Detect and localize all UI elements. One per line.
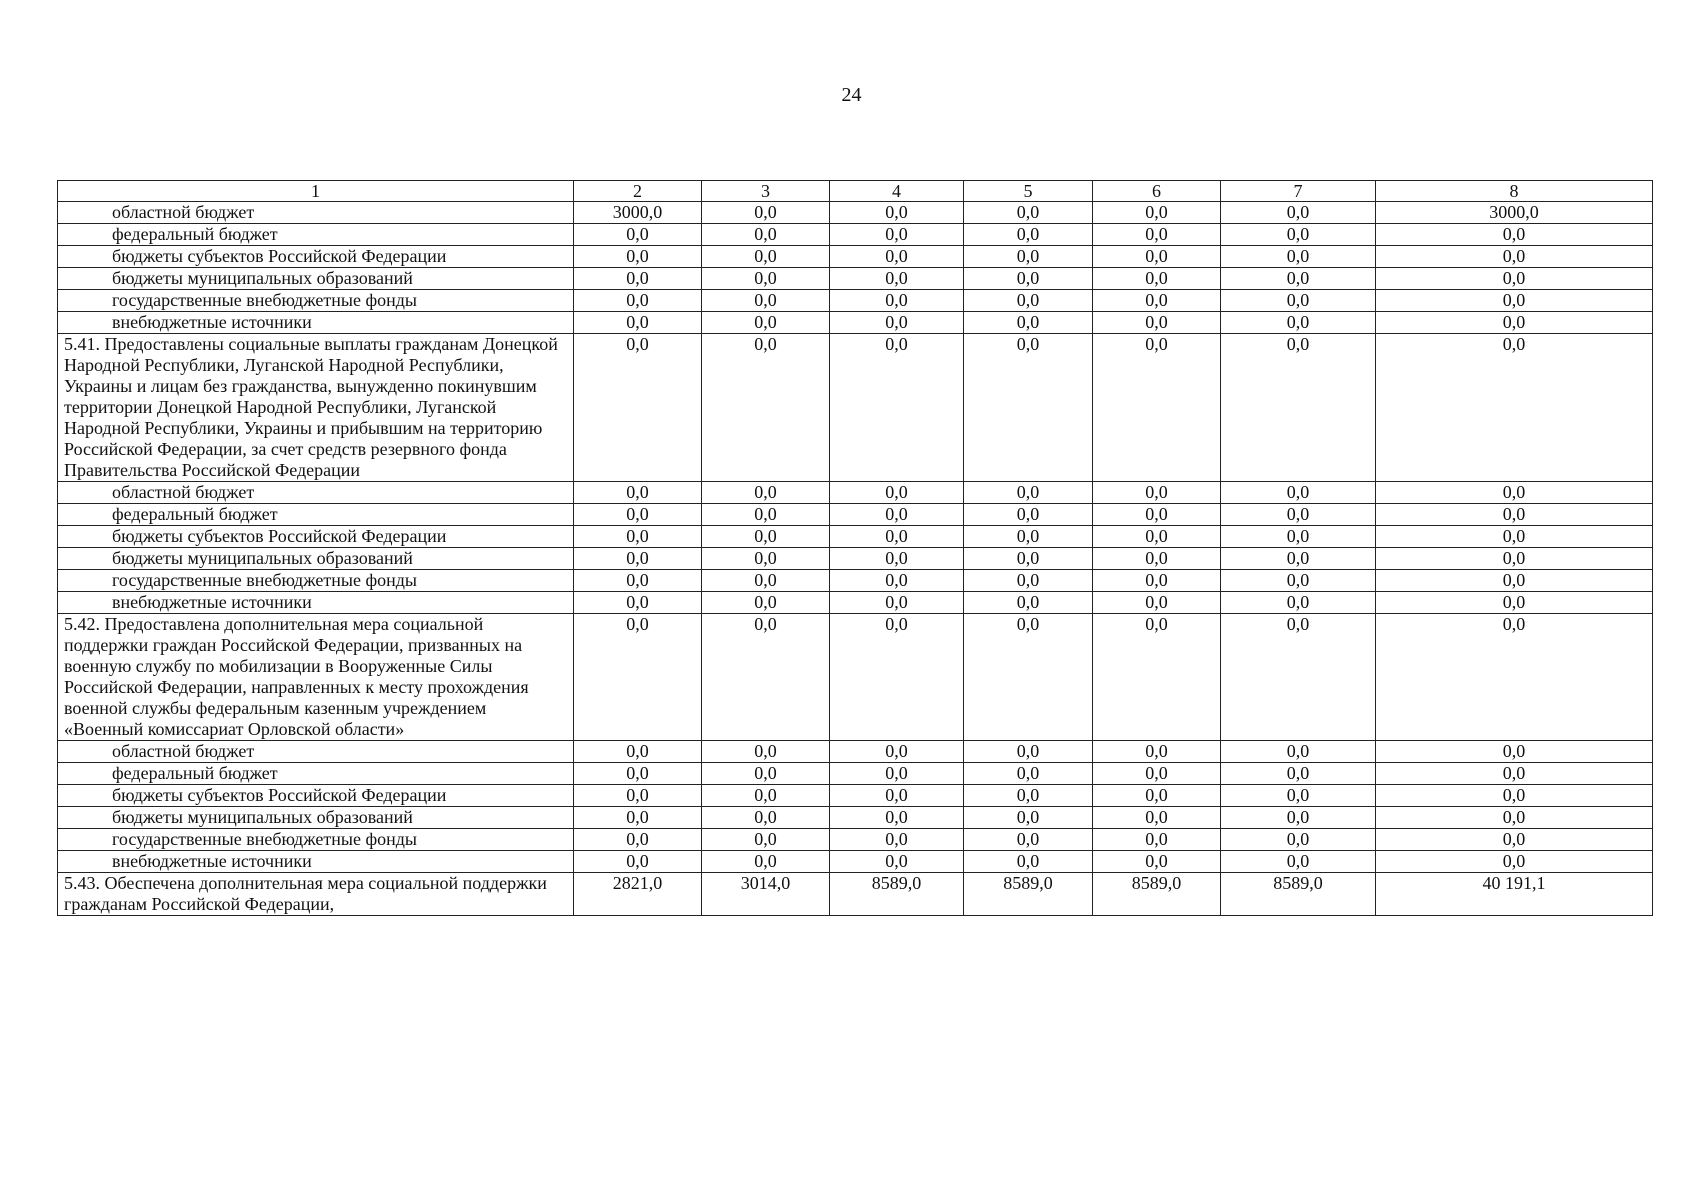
value-cell: 0,0: [702, 807, 830, 829]
value-cell: 0,0: [702, 570, 830, 592]
value-cell: 0,0: [702, 312, 830, 334]
source-label: бюджеты муниципальных образований: [58, 548, 574, 570]
value-cell: 0,0: [1221, 570, 1376, 592]
value-cell: 0,0: [702, 504, 830, 526]
value-cell: 0,0: [1376, 290, 1653, 312]
value-cell: 0,0: [702, 290, 830, 312]
value-cell: 0,0: [574, 224, 702, 246]
value-cell: 0,0: [1221, 592, 1376, 614]
table-row-source: [58, 482, 1653, 504]
value-cell: 0,0: [964, 224, 1093, 246]
value-cell: 0,0: [964, 570, 1093, 592]
source-label: внебюджетные источники: [58, 312, 574, 334]
value-cell: 0,0: [1376, 268, 1653, 290]
table-row-source: [58, 548, 1653, 570]
value-cell: 0,0: [702, 334, 830, 482]
value-cell: 0,0: [1221, 482, 1376, 504]
value-cell: 0,0: [574, 763, 702, 785]
value-cell: 0,0: [1093, 807, 1221, 829]
value-cell: 0,0: [702, 614, 830, 741]
value-cell: 0,0: [830, 334, 964, 482]
table-row-source: [58, 504, 1653, 526]
value-cell: 0,0: [574, 829, 702, 851]
measure-label: 5.43. Обеспечена дополнительная мера социальной поддержки гражданам Российской Федерации,: [58, 873, 574, 916]
value-cell: 3014,0: [702, 873, 830, 916]
source-label: федеральный бюджет: [58, 504, 574, 526]
value-cell: 0,0: [1093, 224, 1221, 246]
value-cell: 0,0: [1221, 785, 1376, 807]
value-cell: 0,0: [830, 592, 964, 614]
value-cell: 8589,0: [964, 873, 1093, 916]
source-label: внебюджетные источники: [58, 851, 574, 873]
value-cell: 0,0: [1221, 829, 1376, 851]
source-label: федеральный бюджет: [58, 763, 574, 785]
value-cell: 0,0: [1093, 202, 1221, 224]
value-cell: 0,0: [964, 763, 1093, 785]
value-cell: 0,0: [1376, 785, 1653, 807]
value-cell: 0,0: [702, 526, 830, 548]
value-cell: 0,0: [1376, 807, 1653, 829]
value-cell: 0,0: [830, 851, 964, 873]
table-row-source: [58, 570, 1653, 592]
table-row-source: [58, 202, 1653, 224]
value-cell: 0,0: [1221, 224, 1376, 246]
table-row-source: [58, 268, 1653, 290]
value-cell: 0,0: [702, 763, 830, 785]
value-cell: 0,0: [702, 851, 830, 873]
value-cell: 0,0: [574, 482, 702, 504]
value-cell: 0,0: [964, 334, 1093, 482]
value-cell: 0,0: [1221, 334, 1376, 482]
value-cell: 0,0: [702, 202, 830, 224]
value-cell: 0,0: [1221, 202, 1376, 224]
table-row-source: [58, 851, 1653, 873]
value-cell: 0,0: [1221, 851, 1376, 873]
value-cell: 0,0: [1376, 504, 1653, 526]
source-label: бюджеты муниципальных образований: [58, 807, 574, 829]
value-cell: 3000,0: [1376, 202, 1653, 224]
value-cell: 0,0: [964, 592, 1093, 614]
value-cell: 0,0: [1376, 224, 1653, 246]
value-cell: 0,0: [702, 482, 830, 504]
value-cell: 0,0: [1376, 829, 1653, 851]
value-cell: 0,0: [964, 741, 1093, 763]
table-header-row: [58, 181, 1653, 202]
value-cell: 8589,0: [1221, 873, 1376, 916]
value-cell: 0,0: [964, 548, 1093, 570]
value-cell: 40 191,1: [1376, 873, 1653, 916]
value-cell: 0,0: [830, 614, 964, 741]
value-cell: 0,0: [964, 829, 1093, 851]
table-row-measure: [58, 873, 1653, 916]
value-cell: 0,0: [574, 334, 702, 482]
header-cell: 3: [702, 181, 830, 202]
value-cell: 0,0: [964, 614, 1093, 741]
source-label: федеральный бюджет: [58, 224, 574, 246]
value-cell: 0,0: [1376, 763, 1653, 785]
table-row-source: [58, 592, 1653, 614]
value-cell: 0,0: [964, 482, 1093, 504]
value-cell: 0,0: [1376, 592, 1653, 614]
value-cell: 0,0: [1376, 570, 1653, 592]
value-cell: 0,0: [574, 851, 702, 873]
value-cell: 0,0: [964, 526, 1093, 548]
value-cell: 0,0: [702, 548, 830, 570]
table-row-measure: [58, 614, 1653, 741]
value-cell: 0,0: [964, 246, 1093, 268]
value-cell: 0,0: [1376, 526, 1653, 548]
value-cell: 0,0: [830, 526, 964, 548]
value-cell: 0,0: [702, 829, 830, 851]
value-cell: 0,0: [1376, 334, 1653, 482]
value-cell: 0,0: [830, 785, 964, 807]
value-cell: 0,0: [574, 312, 702, 334]
value-cell: 0,0: [1093, 504, 1221, 526]
value-cell: 0,0: [1093, 246, 1221, 268]
value-cell: 0,0: [964, 785, 1093, 807]
value-cell: 0,0: [1093, 548, 1221, 570]
value-cell: 0,0: [1093, 570, 1221, 592]
header-cell: 1: [58, 181, 574, 202]
value-cell: 0,0: [1093, 614, 1221, 741]
value-cell: 0,0: [830, 807, 964, 829]
value-cell: 0,0: [830, 268, 964, 290]
table-row-source: [58, 829, 1653, 851]
value-cell: 0,0: [830, 741, 964, 763]
value-cell: 0,0: [1093, 334, 1221, 482]
value-cell: 2821,0: [574, 873, 702, 916]
value-cell: 8589,0: [830, 873, 964, 916]
value-cell: 0,0: [1093, 482, 1221, 504]
source-label: государственные внебюджетные фонды: [58, 570, 574, 592]
value-cell: 0,0: [702, 268, 830, 290]
value-cell: 0,0: [1221, 246, 1376, 268]
source-label: областной бюджет: [58, 202, 574, 224]
value-cell: 0,0: [1221, 807, 1376, 829]
header-cell: 7: [1221, 181, 1376, 202]
value-cell: 0,0: [964, 202, 1093, 224]
value-cell: 0,0: [574, 741, 702, 763]
value-cell: 0,0: [830, 224, 964, 246]
table-row-source: [58, 290, 1653, 312]
budget-table: [57, 180, 1653, 916]
value-cell: 0,0: [1221, 741, 1376, 763]
value-cell: 0,0: [574, 570, 702, 592]
value-cell: 0,0: [830, 312, 964, 334]
table-row-source: [58, 763, 1653, 785]
value-cell: 0,0: [702, 741, 830, 763]
value-cell: 0,0: [964, 290, 1093, 312]
value-cell: 0,0: [1221, 504, 1376, 526]
value-cell: 0,0: [964, 807, 1093, 829]
value-cell: 0,0: [574, 548, 702, 570]
value-cell: 0,0: [1093, 268, 1221, 290]
measure-label: 5.42. Предоставлена дополнительная мера социальной поддержки граждан Российской Федерации, призванных на военную службу по мобилизации в Вооруженные Силы Российской Федерации, направленных к месту прохождения военной службы федеральным казенным учреждением «Военный комиссариат Орловской области»: [58, 614, 574, 741]
value-cell: 0,0: [1221, 526, 1376, 548]
value-cell: 0,0: [1093, 592, 1221, 614]
table-row-source: [58, 785, 1653, 807]
value-cell: 0,0: [830, 290, 964, 312]
source-label: государственные внебюджетные фонды: [58, 290, 574, 312]
value-cell: 0,0: [574, 807, 702, 829]
value-cell: 0,0: [1221, 614, 1376, 741]
value-cell: 0,0: [964, 312, 1093, 334]
source-label: бюджеты субъектов Российской Федерации: [58, 246, 574, 268]
value-cell: 0,0: [1376, 482, 1653, 504]
table-row-source: [58, 526, 1653, 548]
value-cell: 0,0: [830, 763, 964, 785]
source-label: областной бюджет: [58, 741, 574, 763]
value-cell: 0,0: [574, 785, 702, 807]
value-cell: 0,0: [1376, 246, 1653, 268]
value-cell: 0,0: [830, 246, 964, 268]
value-cell: 0,0: [702, 785, 830, 807]
source-label: внебюджетные источники: [58, 592, 574, 614]
value-cell: 0,0: [574, 504, 702, 526]
value-cell: 0,0: [964, 504, 1093, 526]
header-cell: 5: [964, 181, 1093, 202]
value-cell: 0,0: [830, 548, 964, 570]
value-cell: 0,0: [1093, 763, 1221, 785]
header-cell: 6: [1093, 181, 1221, 202]
value-cell: 0,0: [1093, 829, 1221, 851]
measure-label: 5.41. Предоставлены социальные выплаты гражданам Донецкой Народной Республики, Луганской Народной Республики, Украины и лицам без гражданства, вынужденно покинувшим территории Донецкой Народной Республики, Луганской Народной Республики, Украины и прибывшим на территорию Российской Федерации, за счет средств резервного фонда Правительства Российской Федерации: [58, 334, 574, 482]
source-label: бюджеты субъектов Российской Федерации: [58, 785, 574, 807]
source-label: бюджеты муниципальных образований: [58, 268, 574, 290]
table-row-source: [58, 312, 1653, 334]
value-cell: 0,0: [702, 224, 830, 246]
value-cell: 0,0: [1221, 548, 1376, 570]
table-body: [58, 181, 1653, 916]
table-row-measure: [58, 334, 1653, 482]
source-label: государственные внебюджетные фонды: [58, 829, 574, 851]
value-cell: 0,0: [1093, 290, 1221, 312]
value-cell: 0,0: [830, 504, 964, 526]
value-cell: 0,0: [1093, 312, 1221, 334]
value-cell: 0,0: [1376, 548, 1653, 570]
value-cell: 0,0: [1376, 614, 1653, 741]
value-cell: 0,0: [702, 246, 830, 268]
value-cell: 0,0: [1221, 763, 1376, 785]
source-label: бюджеты субъектов Российской Федерации: [58, 526, 574, 548]
header-cell: 8: [1376, 181, 1653, 202]
table-row-source: [58, 246, 1653, 268]
value-cell: 3000,0: [574, 202, 702, 224]
value-cell: 0,0: [830, 202, 964, 224]
header-cell: 4: [830, 181, 964, 202]
value-cell: 0,0: [1093, 741, 1221, 763]
header-cell: 2: [574, 181, 702, 202]
value-cell: 8589,0: [1093, 873, 1221, 916]
value-cell: 0,0: [1221, 290, 1376, 312]
value-cell: 0,0: [574, 246, 702, 268]
value-cell: 0,0: [1093, 785, 1221, 807]
value-cell: 0,0: [1376, 851, 1653, 873]
value-cell: 0,0: [830, 829, 964, 851]
value-cell: 0,0: [574, 614, 702, 741]
value-cell: 0,0: [1221, 312, 1376, 334]
value-cell: 0,0: [574, 268, 702, 290]
value-cell: 0,0: [1221, 268, 1376, 290]
value-cell: 0,0: [574, 592, 702, 614]
page-number: 24: [841, 84, 862, 106]
value-cell: 0,0: [702, 592, 830, 614]
value-cell: 0,0: [1376, 312, 1653, 334]
value-cell: 0,0: [964, 851, 1093, 873]
value-cell: 0,0: [1093, 851, 1221, 873]
value-cell: 0,0: [574, 526, 702, 548]
table-row-source: [58, 741, 1653, 763]
value-cell: 0,0: [830, 570, 964, 592]
value-cell: 0,0: [1093, 526, 1221, 548]
table-row-source: [58, 807, 1653, 829]
value-cell: 0,0: [574, 290, 702, 312]
table-row-source: [58, 224, 1653, 246]
value-cell: 0,0: [1376, 741, 1653, 763]
source-label: областной бюджет: [58, 482, 574, 504]
value-cell: 0,0: [830, 482, 964, 504]
value-cell: 0,0: [964, 268, 1093, 290]
